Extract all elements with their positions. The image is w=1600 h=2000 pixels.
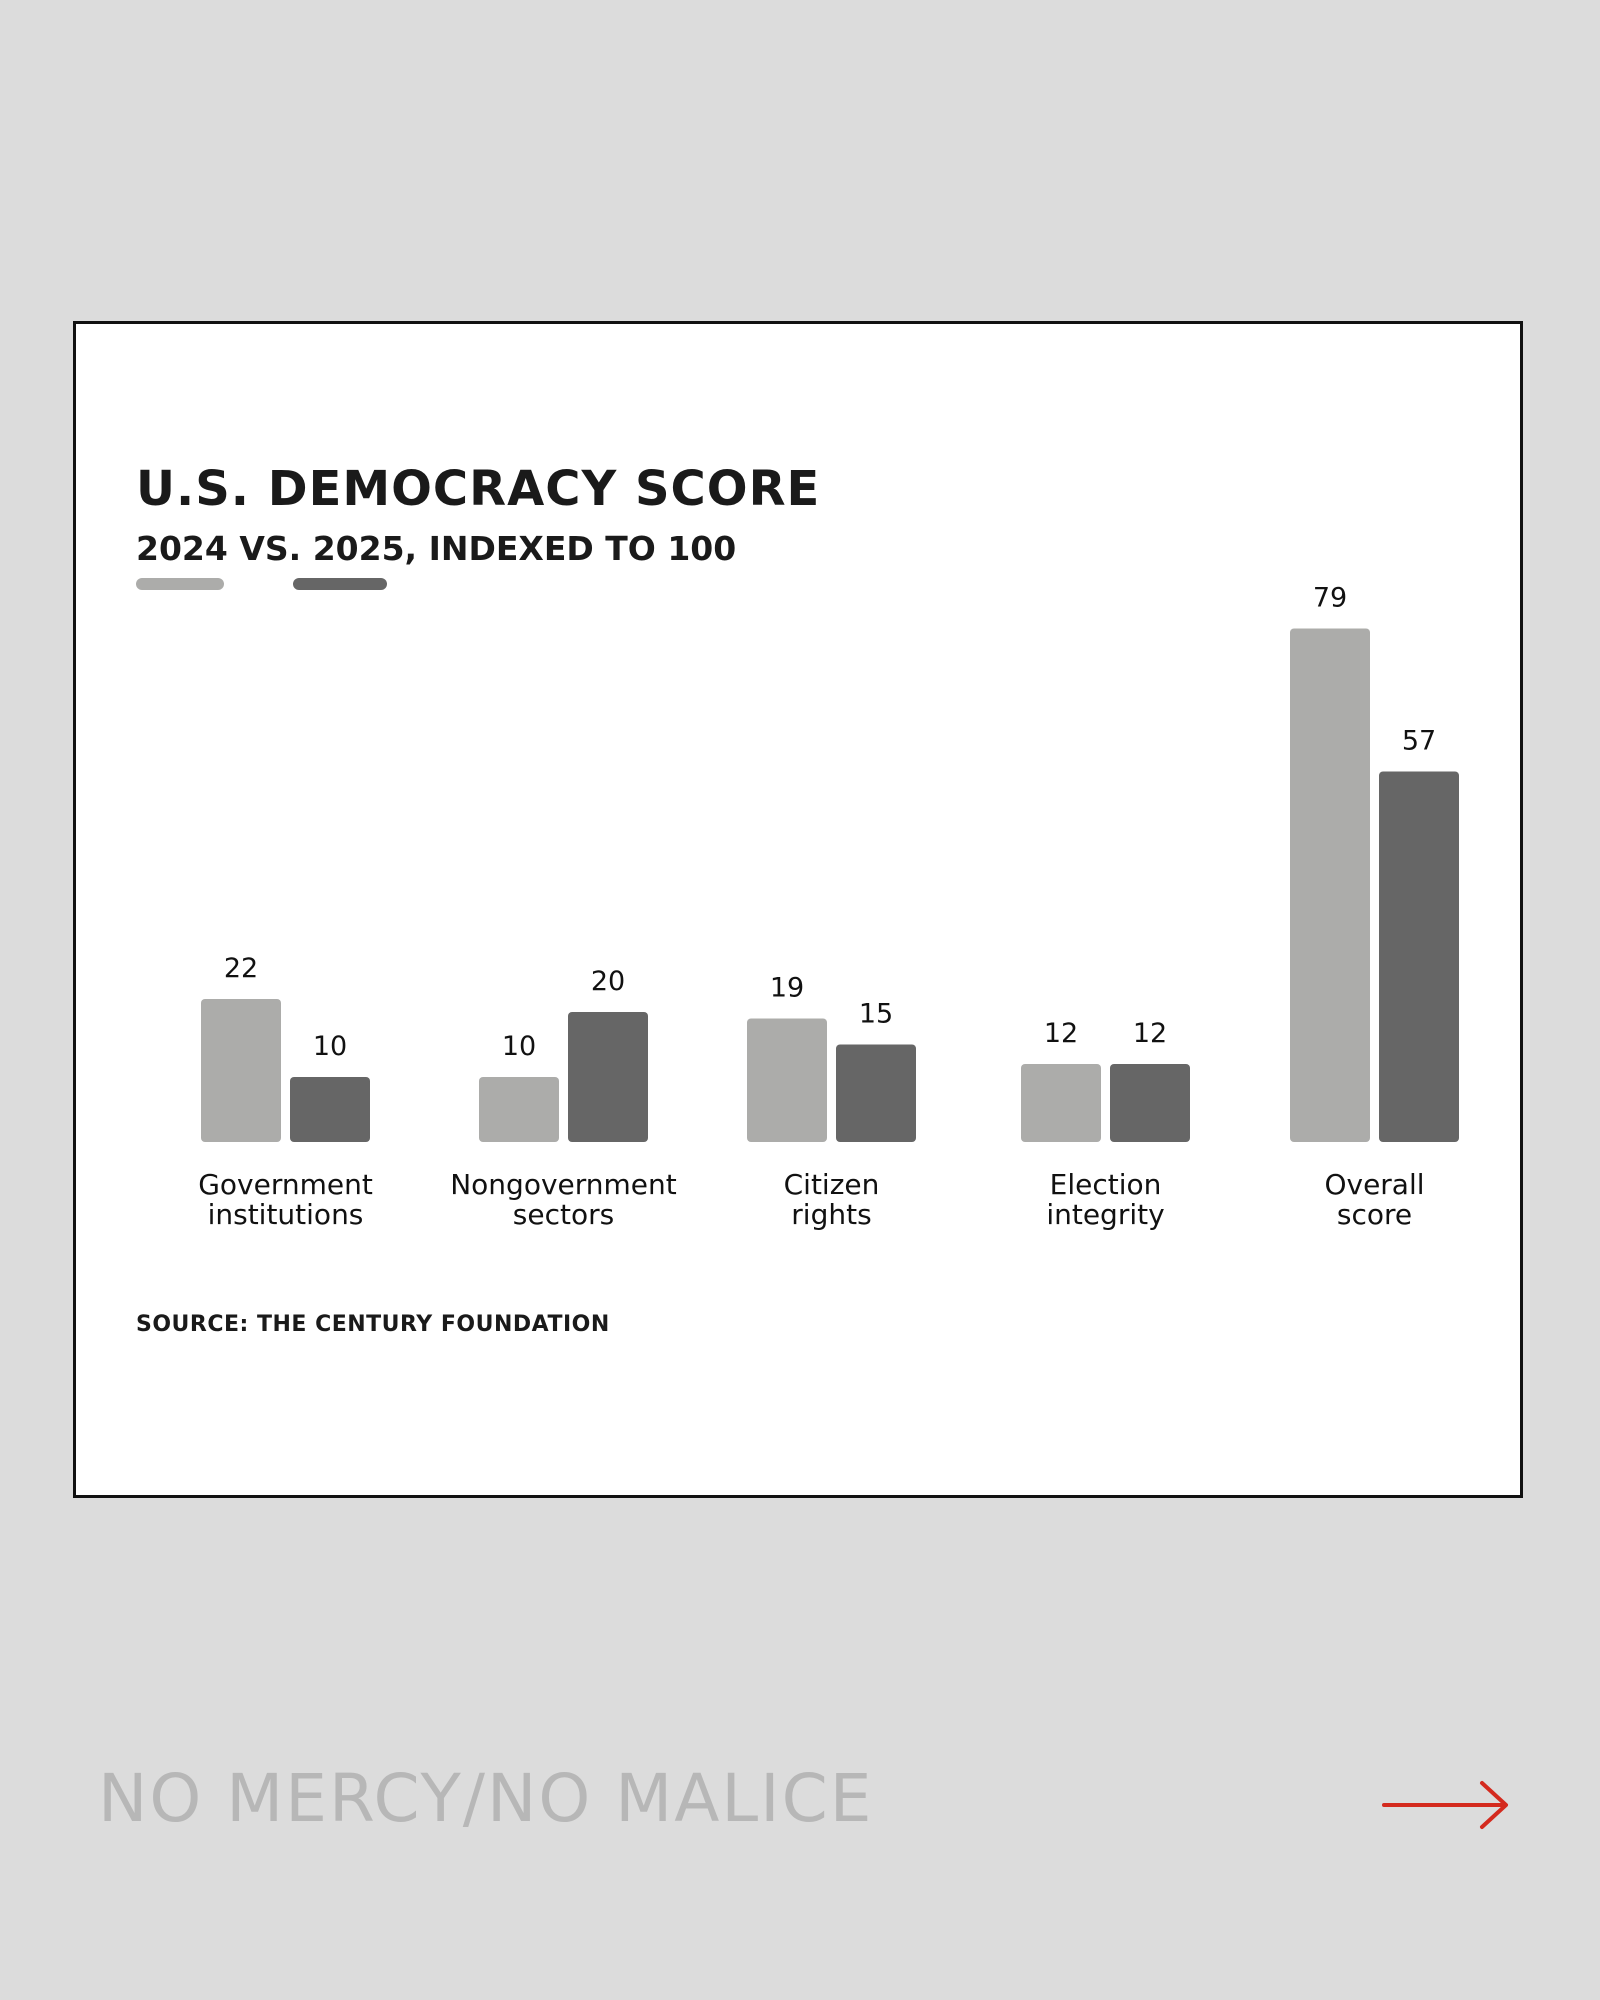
legend-swatch-2025 (293, 578, 387, 590)
bar-chart (76, 324, 1520, 1495)
bar-2025-3 (1110, 1064, 1190, 1142)
value-label-2025-1: 20 (590, 966, 626, 997)
subtitle-year-2024: 2024 (136, 529, 228, 568)
chart-card (73, 321, 1523, 1498)
bar-2025-1 (568, 1012, 648, 1142)
bar-2025-0 (290, 1077, 370, 1142)
value-label-2024-2: 19 (769, 972, 805, 1004)
bar-2024-0 (201, 999, 281, 1142)
value-label-2024-1: 10 (501, 1031, 537, 1062)
legend-swatch-2024 (136, 578, 224, 590)
category-label-1: Nongovernment sectors (450, 1168, 677, 1231)
category-label-4: Overall score (1324, 1168, 1425, 1231)
subtitle-year-2025: 2025 (312, 529, 405, 568)
bar-2024-3 (1021, 1064, 1101, 1142)
bar-2025-4 (1379, 772, 1459, 1143)
value-label-2024-0: 22 (223, 953, 259, 984)
bar-2025-2 (836, 1045, 916, 1143)
bar-2024-1 (479, 1077, 559, 1142)
bar-2024-2 (747, 1019, 827, 1143)
plot-area (198, 583, 1459, 1232)
brand-wordmark: NO MERCY/NO MALICE (98, 1760, 874, 1837)
category-label-3: Election integrity (1046, 1168, 1165, 1231)
value-label-2025-4: 57 (1401, 725, 1437, 757)
category-label-2: Citizen rights (783, 1168, 880, 1231)
chart-title: U.S. DEMOCRACY SCORE (136, 461, 821, 517)
value-label-2024-4: 79 (1312, 582, 1348, 614)
chart-source: SOURCE: THE CENTURY FOUNDATION (136, 1312, 610, 1337)
bar-2024-4 (1290, 629, 1370, 1143)
chart-subtitle (136, 529, 736, 568)
subtitle-vs: VS. (227, 529, 313, 568)
subtitle-indexed: , INDEXED TO 100 (404, 529, 737, 568)
value-label-2025-0: 10 (312, 1031, 348, 1062)
arrow-right-icon[interactable] (1380, 1775, 1512, 1835)
category-label-0: Government institutions (198, 1168, 373, 1231)
value-label-2024-3: 12 (1043, 1018, 1079, 1049)
value-label-2025-3: 12 (1132, 1018, 1168, 1049)
value-label-2025-2: 15 (858, 998, 894, 1030)
